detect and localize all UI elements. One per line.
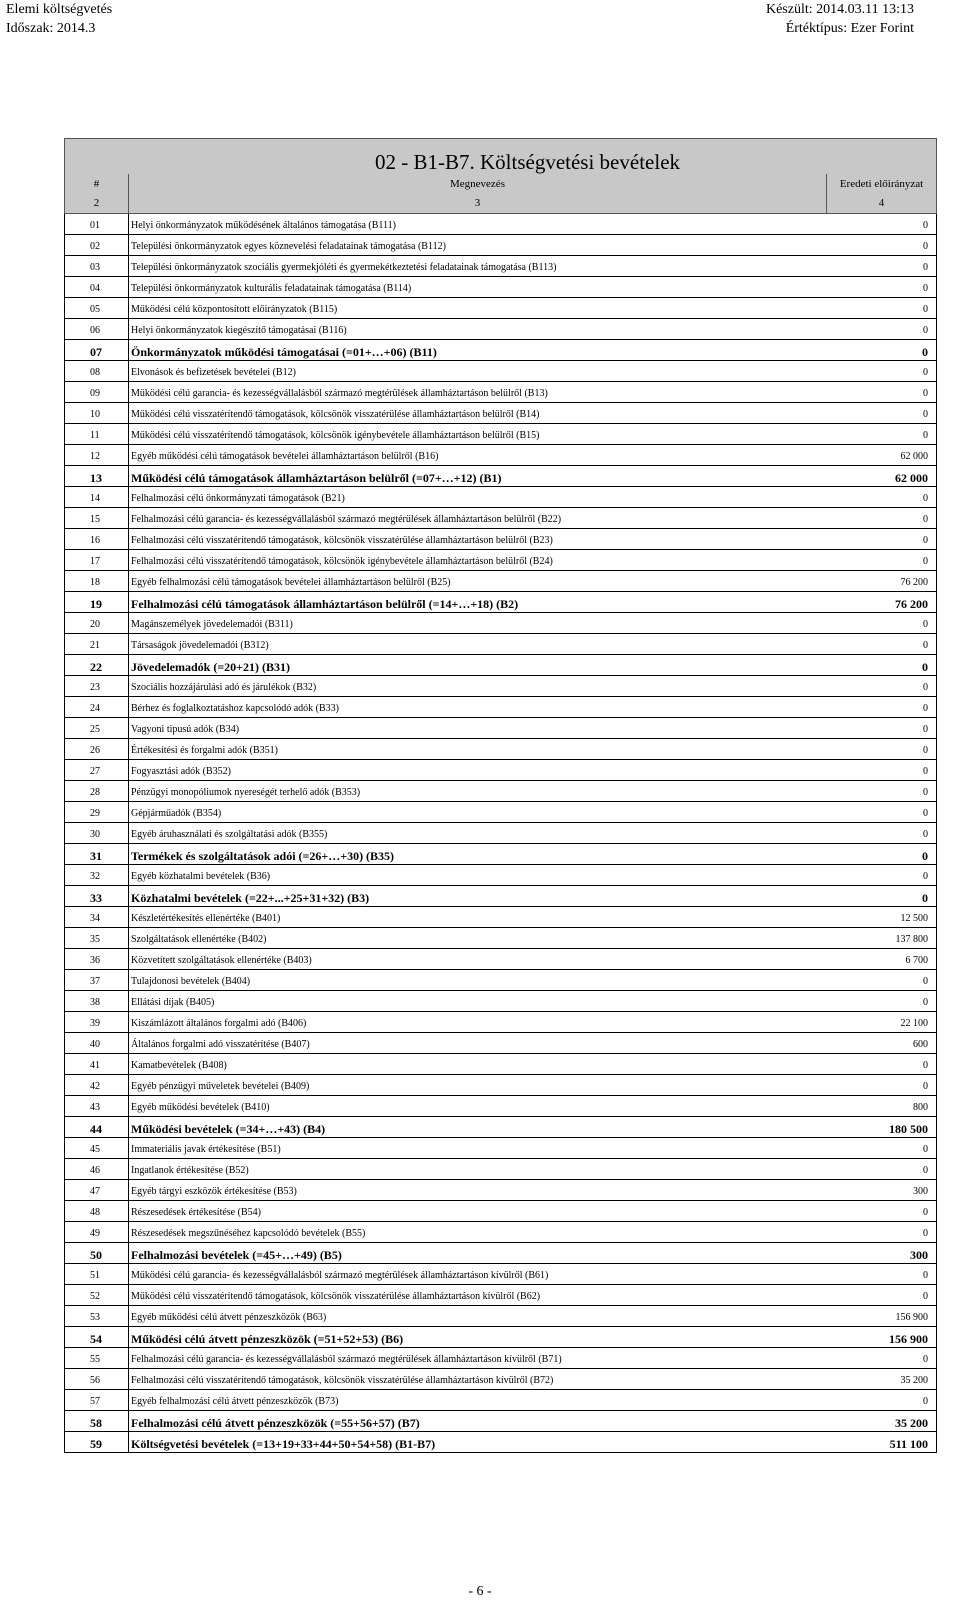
table-row	[65, 1159, 937, 1180]
row-name: Értékesítési és forgalmi adók (B351)	[129, 739, 827, 760]
row-number: 09	[65, 382, 129, 403]
row-number: 44	[65, 1117, 129, 1138]
table-row-total	[65, 1243, 937, 1264]
table-row	[65, 529, 937, 550]
revenue-table	[64, 138, 937, 1453]
row-value: 0	[827, 865, 937, 886]
row-number: 49	[65, 1222, 129, 1243]
row-value: 0	[827, 214, 937, 235]
table-row	[65, 298, 937, 319]
row-number: 31	[65, 844, 129, 865]
row-value: 76 200	[827, 571, 937, 592]
row-name: Részesedések értékesítése (B54)	[129, 1201, 827, 1222]
row-value: 0	[827, 529, 937, 550]
table-row	[65, 760, 937, 781]
row-name: Gépjárműadók (B354)	[129, 802, 827, 823]
table-row-total	[65, 886, 937, 907]
col-index-num: 2	[65, 194, 129, 214]
row-value: 0	[827, 655, 937, 676]
table-row	[65, 1138, 937, 1159]
row-number: 58	[65, 1411, 129, 1432]
col-index-name: 3	[129, 194, 827, 214]
table-row	[65, 1285, 937, 1306]
col-header-name: Megnevezés	[129, 174, 827, 194]
col-index-value: 4	[827, 194, 937, 214]
table-row	[65, 1348, 937, 1369]
row-name: Egyéb felhalmozási célú átvett pénzeszközök (B73)	[129, 1390, 827, 1411]
row-number: 04	[65, 277, 129, 298]
table-row	[65, 991, 937, 1012]
row-value: 0	[827, 844, 937, 865]
row-name: Kiszámlázott általános forgalmi adó (B406)	[129, 1012, 827, 1033]
row-name: Tulajdonosi bevételek (B404)	[129, 970, 827, 991]
table-row	[65, 802, 937, 823]
col-header-value: Eredeti előirányzat	[827, 174, 937, 194]
table-row	[65, 613, 937, 634]
table-row	[65, 214, 937, 235]
row-name: Működési célú visszatérítendő támogatások, kölcsönök igénybevétele államháztartáson belülről (B15)	[129, 424, 827, 445]
row-number: 29	[65, 802, 129, 823]
row-number: 59	[65, 1432, 129, 1453]
row-name: Működési célú garancia- és kezességvállalásból származó megtérülések államháztartáson belülről (B13)	[129, 382, 827, 403]
row-name: Helyi önkormányzatok kiegészítő támogatásai (B116)	[129, 319, 827, 340]
row-value: 12 500	[827, 907, 937, 928]
row-number: 34	[65, 907, 129, 928]
table-row	[65, 319, 937, 340]
row-name: Önkormányzatok működési támogatásai (=01+…+06) (B11)	[129, 340, 827, 361]
page-number: - 6 -	[468, 1584, 492, 1599]
row-value: 0	[827, 739, 937, 760]
row-number: 20	[65, 613, 129, 634]
row-name: Felhalmozási célú átvett pénzeszközök (=55+56+57) (B7)	[129, 1411, 827, 1432]
row-value: 0	[827, 718, 937, 739]
row-number: 24	[65, 697, 129, 718]
report-name: Elemi költségvetés	[6, 2, 113, 17]
row-value: 0	[827, 487, 937, 508]
row-name: Egyéb felhalmozási célú támogatások bevételei államháztartáson belülről (B25)	[129, 571, 827, 592]
row-value: 300	[827, 1180, 937, 1201]
row-name: Egyéb működési célú támogatások bevételei államháztartáson belülről (B16)	[129, 445, 827, 466]
row-number: 42	[65, 1075, 129, 1096]
table-row-total	[65, 1327, 937, 1348]
table-row	[65, 487, 937, 508]
row-number: 35	[65, 928, 129, 949]
table-row	[65, 256, 937, 277]
row-value: 62 000	[827, 445, 937, 466]
row-number: 02	[65, 235, 129, 256]
table-row	[65, 1012, 937, 1033]
row-number: 32	[65, 865, 129, 886]
row-value: 0	[827, 508, 937, 529]
table-row	[65, 445, 937, 466]
row-value: 22 100	[827, 1012, 937, 1033]
row-name: Működési célú visszatérítendő támogatások, kölcsönök visszatérülése államháztartáson kívülről (B62)	[129, 1285, 827, 1306]
row-name: Bérhez és foglalkoztatáshoz kapcsolódó adók (B33)	[129, 697, 827, 718]
table-row	[65, 970, 937, 991]
row-name: Ingatlanok értékesítése (B52)	[129, 1159, 827, 1180]
row-name: Elvonások és befizetések bevételei (B12)	[129, 361, 827, 382]
row-value: 0	[827, 970, 937, 991]
row-number: 25	[65, 718, 129, 739]
row-name: Működési célú támogatások államháztartáson belülről (=07+…+12) (B1)	[129, 466, 827, 487]
row-number: 01	[65, 214, 129, 235]
table-row	[65, 1054, 937, 1075]
table-row-total	[65, 1432, 937, 1453]
table-row	[65, 1096, 937, 1117]
row-name: Szociális hozzájárulási adó és járulékok (B32)	[129, 676, 827, 697]
row-number: 39	[65, 1012, 129, 1033]
row-number: 14	[65, 487, 129, 508]
row-name: Egyéb működési célú átvett pénzeszközök (B63)	[129, 1306, 827, 1327]
row-value: 0	[827, 613, 937, 634]
row-name: Felhalmozási célú támogatások államháztartáson belülről (=14+…+18) (B2)	[129, 592, 827, 613]
row-value: 0	[827, 676, 937, 697]
row-number: 11	[65, 424, 129, 445]
table-row	[65, 634, 937, 655]
col-header-num: #	[65, 174, 129, 194]
row-name: Ellátási díjak (B405)	[129, 991, 827, 1012]
row-value: 800	[827, 1096, 937, 1117]
row-number: 16	[65, 529, 129, 550]
table-row-total	[65, 592, 937, 613]
row-number: 28	[65, 781, 129, 802]
row-number: 47	[65, 1180, 129, 1201]
table-row	[65, 403, 937, 424]
row-name: Termékek és szolgáltatások adói (=26+…+30) (B35)	[129, 844, 827, 865]
row-number: 57	[65, 1390, 129, 1411]
table-row	[65, 382, 937, 403]
row-name: Települési önkormányzatok kulturális feladatainak támogatása (B114)	[129, 277, 827, 298]
row-value: 0	[827, 886, 937, 907]
table-row	[65, 1390, 937, 1411]
row-value: 0	[827, 1285, 937, 1306]
row-number: 51	[65, 1264, 129, 1285]
table-row	[65, 1180, 937, 1201]
row-value: 156 900	[827, 1327, 937, 1348]
row-value: 0	[827, 1159, 937, 1180]
row-value: 62 000	[827, 466, 937, 487]
row-value: 0	[827, 361, 937, 382]
row-value: 0	[827, 256, 937, 277]
row-value: 0	[827, 1390, 937, 1411]
row-name: Magánszemélyek jövedelemadói (B311)	[129, 613, 827, 634]
row-number: 50	[65, 1243, 129, 1264]
row-value: 0	[827, 697, 937, 718]
table-row-total	[65, 1411, 937, 1432]
row-value: 0	[827, 298, 937, 319]
row-value: 0	[827, 382, 937, 403]
row-name: Társaságok jövedelemadói (B312)	[129, 634, 827, 655]
row-number: 36	[65, 949, 129, 970]
row-value: 0	[827, 277, 937, 298]
row-number: 15	[65, 508, 129, 529]
row-number: 30	[65, 823, 129, 844]
row-number: 33	[65, 886, 129, 907]
table-row	[65, 1306, 937, 1327]
row-number: 48	[65, 1201, 129, 1222]
row-number: 19	[65, 592, 129, 613]
row-name: Részesedések megszűnéséhez kapcsolódó bevételek (B55)	[129, 1222, 827, 1243]
row-value: 0	[827, 1264, 937, 1285]
row-value: 156 900	[827, 1306, 937, 1327]
row-number: 54	[65, 1327, 129, 1348]
row-number: 06	[65, 319, 129, 340]
row-name: Szolgáltatások ellenértéke (B402)	[129, 928, 827, 949]
row-name: Települési önkormányzatok egyes köznevelési feladatainak támogatása (B112)	[129, 235, 827, 256]
row-value: 0	[827, 319, 937, 340]
row-value: 76 200	[827, 592, 937, 613]
table-row-total	[65, 466, 937, 487]
table-row	[65, 739, 937, 760]
row-value: 0	[827, 1348, 937, 1369]
table-row-total	[65, 844, 937, 865]
row-value: 0	[827, 1222, 937, 1243]
table-row	[65, 508, 937, 529]
row-name: Működési célú központosított előirányzatok (B115)	[129, 298, 827, 319]
row-name: Egyéb tárgyi eszközök értékesítése (B53)	[129, 1180, 827, 1201]
table-row	[65, 823, 937, 844]
row-number: 43	[65, 1096, 129, 1117]
row-number: 17	[65, 550, 129, 571]
row-name: Helyi önkormányzatok működésének általános támogatása (B111)	[129, 214, 827, 235]
row-value: 0	[827, 235, 937, 256]
row-name: Felhalmozási célú garancia- és kezességvállalásból származó megtérülések államháztartáson kívülről (B71)	[129, 1348, 827, 1369]
row-value: 0	[827, 1201, 937, 1222]
row-number: 07	[65, 340, 129, 361]
row-number: 12	[65, 445, 129, 466]
created-timestamp: Készült: 2014.03.11 13:13	[765, 2, 914, 17]
row-value: 0	[827, 991, 937, 1012]
column-index-row	[65, 194, 937, 214]
row-value: 137 800	[827, 928, 937, 949]
table-row	[65, 424, 937, 445]
row-value: 0	[827, 1054, 937, 1075]
table-row	[65, 277, 937, 298]
row-number: 53	[65, 1306, 129, 1327]
row-name: Vagyoni tipusú adók (B34)	[129, 718, 827, 739]
row-name: Felhalmozási célú önkormányzati támogatások (B21)	[129, 487, 827, 508]
table-row	[65, 928, 937, 949]
row-value: 0	[827, 550, 937, 571]
row-name: Immateriális javak értékesítése (B51)	[129, 1138, 827, 1159]
row-name: Települési önkormányzatok szociális gyermekjóléti és gyermekétkeztetési feladatainak támogatása (B113)	[129, 256, 827, 277]
table-row	[65, 1222, 937, 1243]
table-row-total	[65, 655, 937, 676]
row-name: Egyéb pénzügyi műveletek bevételei (B409)	[129, 1075, 827, 1096]
row-name: Felhalmozási bevételek (=45+…+49) (B5)	[129, 1243, 827, 1264]
row-value: 0	[827, 424, 937, 445]
row-value: 300	[827, 1243, 937, 1264]
row-number: 56	[65, 1369, 129, 1390]
row-value: 0	[827, 340, 937, 361]
row-number: 22	[65, 655, 129, 676]
row-number: 05	[65, 298, 129, 319]
row-number: 38	[65, 991, 129, 1012]
value-type: Értéktípus: Ezer Forint	[785, 21, 914, 36]
row-name: Készletértékesítés ellenértéke (B401)	[129, 907, 827, 928]
row-value: 0	[827, 1075, 937, 1096]
table-row	[65, 949, 937, 970]
row-name: Egyéb áruhasználati és szolgáltatási adók (B355)	[129, 823, 827, 844]
table-row	[65, 1264, 937, 1285]
row-name: Működési célú visszatérítendő támogatások, kölcsönök visszatérülése államháztartáson belülről (B14)	[129, 403, 827, 424]
row-name: Felhalmozási célú visszatérítendő támogatások, kölcsönök igénybevétele államháztartáson belülről (B24)	[129, 550, 827, 571]
row-name: Kamatbevételek (B408)	[129, 1054, 827, 1075]
row-value: 600	[827, 1033, 937, 1054]
row-name: Felhalmozási célú garancia- és kezességvállalásból származó megtérülések államháztartáson belülről (B22)	[129, 508, 827, 529]
row-number: 18	[65, 571, 129, 592]
table-row	[65, 907, 937, 928]
column-header-row	[65, 174, 937, 194]
row-value: 0	[827, 634, 937, 655]
row-value: 0	[827, 1138, 937, 1159]
row-value: 6 700	[827, 949, 937, 970]
row-name: Közhatalmi bevételek (=22+...+25+31+32) (B3)	[129, 886, 827, 907]
row-name: Felhalmozási célú visszatérítendő támogatások, kölcsönök visszatérülése államháztartáson belülről (B23)	[129, 529, 827, 550]
row-name: Pénzügyi monopóliumok nyereségét terhelő adók (B353)	[129, 781, 827, 802]
table-title: 02 - B1-B7. Költségvetési bevételek	[65, 139, 937, 175]
table-row	[65, 865, 937, 886]
row-value: 511 100	[827, 1432, 937, 1453]
row-number: 41	[65, 1054, 129, 1075]
row-number: 52	[65, 1285, 129, 1306]
row-name: Közvetített szolgáltatások ellenértéke (B403)	[129, 949, 827, 970]
row-number: 26	[65, 739, 129, 760]
row-number: 03	[65, 256, 129, 277]
row-value: 0	[827, 403, 937, 424]
table-row-total	[65, 1117, 937, 1138]
row-number: 37	[65, 970, 129, 991]
report-period: Időszak: 2014.3	[6, 21, 96, 36]
row-value: 0	[827, 781, 937, 802]
row-number: 13	[65, 466, 129, 487]
row-value: 0	[827, 823, 937, 844]
table-row-total	[65, 340, 937, 361]
row-number: 45	[65, 1138, 129, 1159]
row-value: 35 200	[827, 1369, 937, 1390]
row-value: 0	[827, 760, 937, 781]
table-row	[65, 1201, 937, 1222]
row-name: Működési bevételek (=34+…+43) (B4)	[129, 1117, 827, 1138]
row-value: 35 200	[827, 1411, 937, 1432]
row-value: 180 500	[827, 1117, 937, 1138]
table-row	[65, 1369, 937, 1390]
table-row	[65, 235, 937, 256]
row-number: 55	[65, 1348, 129, 1369]
row-number: 27	[65, 760, 129, 781]
row-name: Általános forgalmi adó visszatérítése (B407)	[129, 1033, 827, 1054]
row-number: 10	[65, 403, 129, 424]
table-row	[65, 550, 937, 571]
row-name: Költségvetési bevételek (=13+19+33+44+50+54+58) (B1-B7)	[129, 1432, 827, 1453]
table-row	[65, 781, 937, 802]
table-row	[65, 571, 937, 592]
row-name: Egyéb közhatalmi bevételek (B36)	[129, 865, 827, 886]
row-value: 0	[827, 802, 937, 823]
row-name: Működési célú garancia- és kezességvállalásból származó megtérülések államháztartáson kívülről (B61)	[129, 1264, 827, 1285]
row-name: Fogyasztási adók (B352)	[129, 760, 827, 781]
row-number: 23	[65, 676, 129, 697]
row-name: Működési célú átvett pénzeszközök (=51+52+53) (B6)	[129, 1327, 827, 1348]
table-row	[65, 1075, 937, 1096]
table-row	[65, 361, 937, 382]
table-row	[65, 718, 937, 739]
table-row	[65, 676, 937, 697]
table-row	[65, 697, 937, 718]
table-row	[65, 1033, 937, 1054]
row-name: Jövedelemadók (=20+21) (B31)	[129, 655, 827, 676]
row-number: 21	[65, 634, 129, 655]
row-name: Egyéb működési bevételek (B410)	[129, 1096, 827, 1117]
row-name: Felhalmozási célú visszatérítendő támogatások, kölcsönök visszatérülése államháztartáson kívülről (B72)	[129, 1369, 827, 1390]
row-number: 08	[65, 361, 129, 382]
row-number: 46	[65, 1159, 129, 1180]
row-number: 40	[65, 1033, 129, 1054]
